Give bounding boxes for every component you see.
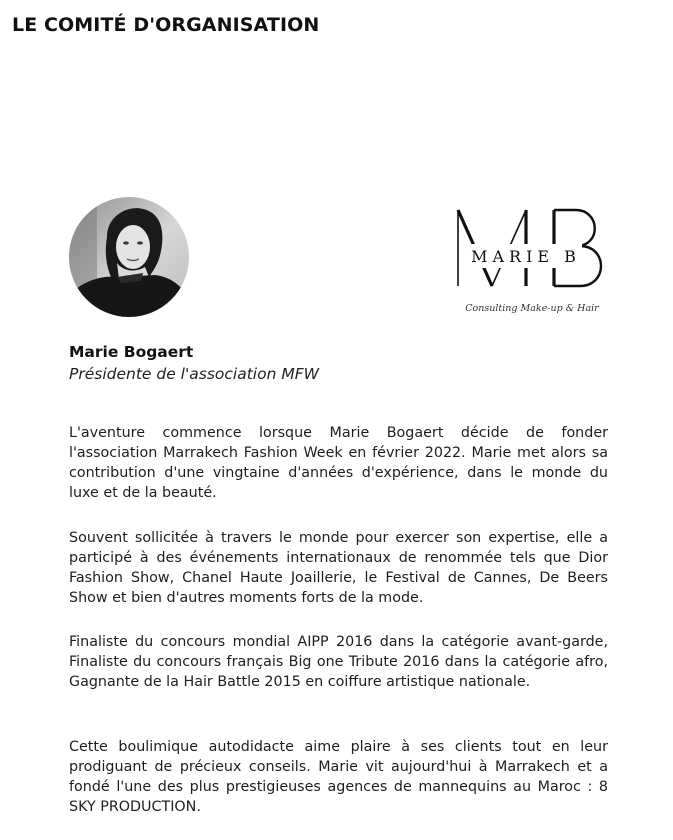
portrait-photo xyxy=(69,197,189,317)
bio-paragraph: Souvent sollicitée à travers le monde pour exercer son expertise, elle a participé à des événements internationaux de renommée tels que Dior Fashion Show, Chanel Haute Joaillerie, le Festival de Cannes, De Beers Show et bien d'autres moments forts de la mode. xyxy=(69,530,608,606)
marie-b-logo xyxy=(450,200,615,320)
person-role: Présidente de l'association MFW xyxy=(69,365,319,383)
logo-tagline: Consulting Make-up & Hair xyxy=(465,303,599,314)
bio-paragraph: L'aventure commence lorsque Marie Bogaert décide de fonder l'association Marrakech Fashion Week en février 2022. Marie met alors sa contribution d'une vingtaine d'années d'expérience, dans le monde du luxe et de la beauté. xyxy=(69,425,608,501)
person-name: Marie Bogaert xyxy=(69,343,194,361)
bio-paragraph: Cette boulimique autodidacte aime plaire à ses clients tout en leur prodiguant de précieux conseils. Marie vit aujourd'hui à Marrakech et a fondé l'une des plus prestigieuses agences de mannequins au Maroc : 8 SKY PRODUCTION. xyxy=(69,739,608,815)
logo-name: MARIE B xyxy=(471,247,581,266)
page-heading: LE COMITÉ D'ORGANISATION xyxy=(12,14,320,36)
bio-paragraph: Finaliste du concours mondial AIPP 2016 dans la catégorie avant-garde, Finaliste du concours français Big one Tribute 2016 dans la catégorie afro, Gagnante de la Hair Battle 2015 en coiffure artistique nationale. xyxy=(69,634,608,690)
